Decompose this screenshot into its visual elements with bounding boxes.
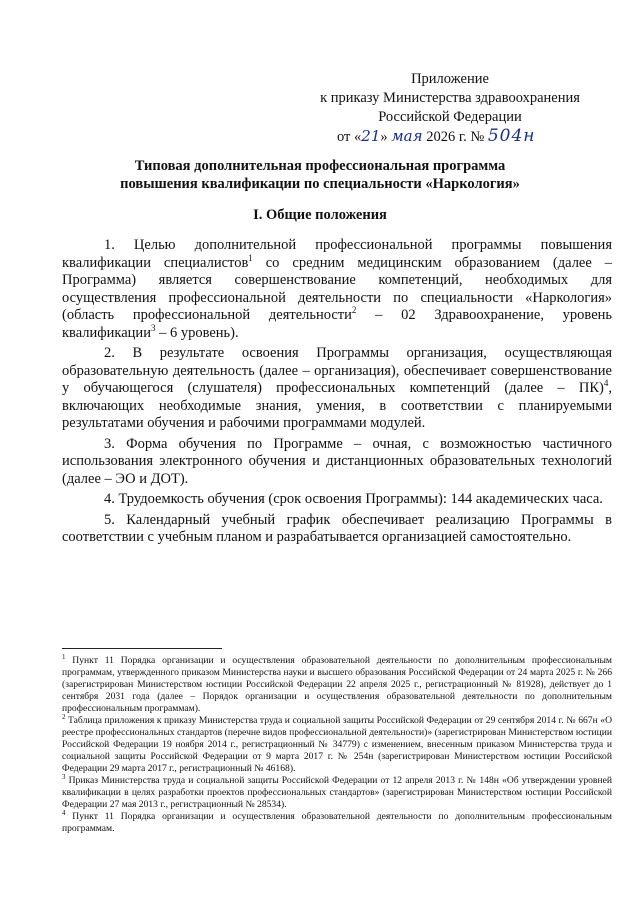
handwritten-day: 21 [361, 127, 381, 145]
footnote-ref-2: 2 [351, 305, 357, 316]
title-line-1: Типовая дополнительная профессиональная программа [134, 158, 506, 174]
footnote-3 [62, 772, 612, 811]
paragraph-1-text-a: 1. Целью дополнительной профессиональной программы повышения квалификации специалистов [62, 237, 612, 271]
footnote-text: Пункт 11 Порядка организации и осуществления образовательной деятельности по дополнительным профессиональным программам. [62, 811, 612, 834]
footnote-4 [62, 808, 612, 835]
footnote-mark: 2 [62, 712, 66, 721]
paragraph-1-text-c: – 02 Здравоохранение, уровень квалификации [62, 307, 613, 341]
footnote-text: Таблица приложения к приказу Министерства труда и социальной защиты Российской Федерации от 29 сентября 2014 г. № 667н «О реестре профессиональных стандартов (перечне видов профессиональной деятельности)» (зарегистрирован Министерством юстиции Российской Федерации 19 ноября 2014 г., регистрационный № 34779) с изменением, внесенным приказом Министерства труда и социальной защиты Российской Федерации от 9 марта 2017 г. № 254н (зарегистрирован Министерством юстиции Российской Федерации 29 марта 2017 г., регистрационный № 46168). [62, 715, 612, 774]
date-year: 2026 г. № [422, 129, 488, 145]
footnote-text: Пункт 11 Порядка организации и осуществления образовательной деятельности по дополнительным профессиональным программам, утвержденного приказом Министерства науки и высшего образования Российской Федерации от 24 марта 2025 г. № 266 (зарегистрирован Министерством юстиции Российской Федерации 22 апреля 2025 г., регистрационный № 81928), действует до 1 сентября 2031 года (далее – Порядок организации и осуществления образовательной деятельности по дополнительным профессиональным программам). [62, 655, 612, 714]
appendix-order-ref: к приказу Министерства здравоохранения [320, 90, 580, 106]
footnotes [62, 652, 612, 835]
appendix-country: Российской Федерации [378, 109, 522, 125]
footnote-text: Приказ Министерства труда и социальной защиты Российской Федерации от 12 апреля 2013 г. № 148н «Об утверждении уровней квалификации в целях разработки проектов профессиональных стандартов» (зарегистрирован Министерством юстиции Российской Федерации 27 мая 2013 г., регистрационный № 28534). [62, 775, 612, 810]
footnote-ref-4: 4 [603, 378, 609, 389]
paragraph-1 [62, 237, 612, 342]
footnote-mark: 4 [62, 808, 66, 817]
footnote-mark: 1 [62, 652, 66, 661]
footnote-separator [62, 648, 222, 649]
paragraph-2-text-b: , включающих необходимые знания, умения, в соответствии с планируемыми результатами обучения и рабочими программами модулей. [62, 380, 612, 431]
paragraph-1-text-d: – 6 уровень). [155, 324, 239, 341]
footnote-1 [62, 652, 612, 715]
appendix-header [300, 70, 600, 147]
handwritten-month: мая [391, 127, 423, 145]
date-prefix: от « [337, 129, 362, 145]
paragraph-4: 4. Трудоемкость обучения (срок освоения Программы): 144 академических часа. [104, 491, 603, 507]
footnote-ref-3: 3 [150, 322, 156, 333]
paragraph-2-text-a: 2. В результате освоения Программы организация, осуществляющая образовательную деятельность (далее – организация), обеспечивает совершенствование у обучающегося (слушателя) профессиональных компетенций (далее – ПК) [62, 345, 612, 396]
document-body [62, 237, 612, 550]
appendix-label: Приложение [411, 71, 489, 87]
section-heading: I. Общие положения [253, 207, 387, 223]
footnote-2 [62, 712, 612, 775]
date-mid: » [380, 129, 392, 145]
paragraph-1-text-b: со средним медицинским образованием (далее – Программа) является совершенствование компетенций, необходимых для осуществления профессиональной деятельности по специальности «Наркология» (область профессиональной деятельности [62, 254, 612, 323]
appendix-date-line [300, 127, 600, 147]
footnote-ref-1: 1 [248, 252, 253, 263]
paragraph-5: 5. Календарный учебный график обеспечивает реализацию Программы в соответствии с учебным планом и разрабатывается организацией самостоятельно. [62, 511, 612, 545]
handwritten-order-number: 504н [487, 126, 536, 146]
title-line-2: повышения квалификации по специальности «Наркология» [120, 176, 520, 192]
paragraph-3: 3. Форма обучения по Программе – очная, с возможностью частичного использования электронного обучения и дистанционных образовательных технологий (далее – ЭО и ДОТ). [62, 435, 612, 487]
footnote-mark: 3 [62, 772, 66, 781]
document-title [0, 157, 640, 193]
paragraph-2 [62, 345, 612, 433]
